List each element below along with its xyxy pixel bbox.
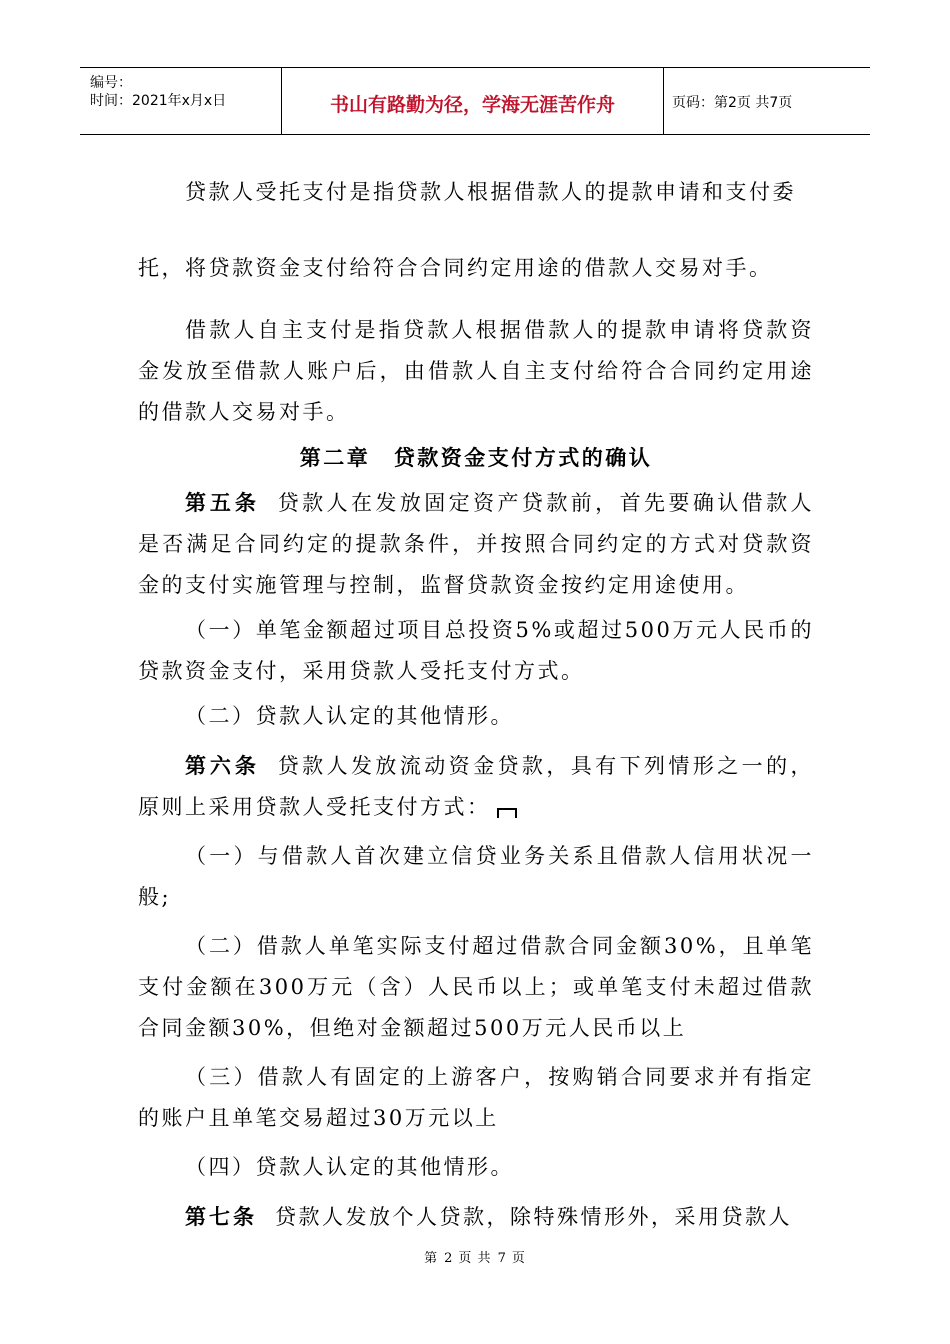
paragraph-entrusted-payment-line2: 托，将贷款资金支付给符合合同约定用途的借款人交易对手。 bbox=[138, 256, 773, 280]
text-cursor-icon bbox=[497, 808, 517, 818]
article-7-text: 贷款人发放个人贷款，除特殊情形外，采用贷款人 bbox=[275, 1205, 792, 1229]
article-5-title: 第五条 bbox=[185, 490, 260, 515]
footer-suffix: 页 bbox=[511, 1251, 526, 1266]
document-body bbox=[138, 172, 814, 1238]
header-meta-cell bbox=[80, 68, 282, 134]
article-6-item-4: （四）贷款人认定的其他情形。 bbox=[185, 1155, 514, 1179]
motto-text: 书山有路勤为径，学海无涯苦作舟 bbox=[329, 93, 615, 116]
footer-middle: 页 共 bbox=[458, 1251, 492, 1266]
time-label: 时间：2021年x月x日 bbox=[90, 93, 227, 109]
article-6-item-1: （一）与借款人首次建立信贷业务关系且借款人信用状况一般; bbox=[138, 844, 814, 909]
article-5 bbox=[138, 482, 814, 606]
number-label: 编号： bbox=[90, 75, 132, 91]
article-5-text: 贷款人在发放固定资产贷款前，首先要确认借款人是否满足合同约定的提款条件，并按照合同约定的方式对贷款资金的支付实施管理与控制，监督贷款资金按约定用途使用。 bbox=[138, 491, 814, 597]
article-5-item-1: （一）单笔金额超过项目总投资5%或超过500万元人民币的贷款资金支付，采用贷款人受托支付方式。 bbox=[138, 618, 814, 683]
paragraph-autonomous-payment: 借款人自主支付是指贷款人根据借款人的提款申请将贷款资金发放至借款人账户后，由借款人自主支付给符合合同约定用途的借款人交易对手。 bbox=[138, 318, 814, 424]
article-7-title: 第七条 bbox=[185, 1204, 257, 1229]
article-6-item-3: （三）借款人有固定的上游客户，按购销合同要求并有指定的账户且单笔交易超过30万元以上 bbox=[138, 1065, 814, 1130]
page-footer bbox=[0, 1247, 950, 1266]
article-6-text: 贷款人发放流动资金贷款，具有下列情形之一的，原则上采用贷款人受托支付方式： bbox=[138, 754, 814, 819]
document-header bbox=[80, 67, 870, 135]
chapter-title: 第二章 贷款资金支付方式的确认 bbox=[299, 445, 653, 470]
article-6 bbox=[138, 745, 814, 828]
header-motto-cell bbox=[282, 68, 664, 134]
footer-prefix: 第 bbox=[424, 1251, 439, 1266]
article-5-item-2: （二）贷款人认定的其他情形。 bbox=[185, 704, 514, 728]
header-page-cell bbox=[664, 68, 870, 134]
article-6-item-2: （二）借款人单笔实际支付超过借款合同金额30%，且单笔支付金额在300万元（含）人民币以上；或单笔支付未超过借款合同金额30%，但绝对金额超过500万元人民币以上 bbox=[138, 934, 814, 1040]
article-7 bbox=[138, 1196, 814, 1238]
article-6-title: 第六条 bbox=[185, 753, 260, 778]
paragraph-entrusted-payment-line1: 贷款人受托支付是指贷款人根据借款人的提款申请和支付委 bbox=[185, 180, 796, 204]
page-info: 页码：第2页 共7页 bbox=[672, 95, 793, 111]
footer-total-pages: 7 bbox=[497, 1251, 506, 1266]
footer-current-page: 2 bbox=[444, 1251, 453, 1266]
